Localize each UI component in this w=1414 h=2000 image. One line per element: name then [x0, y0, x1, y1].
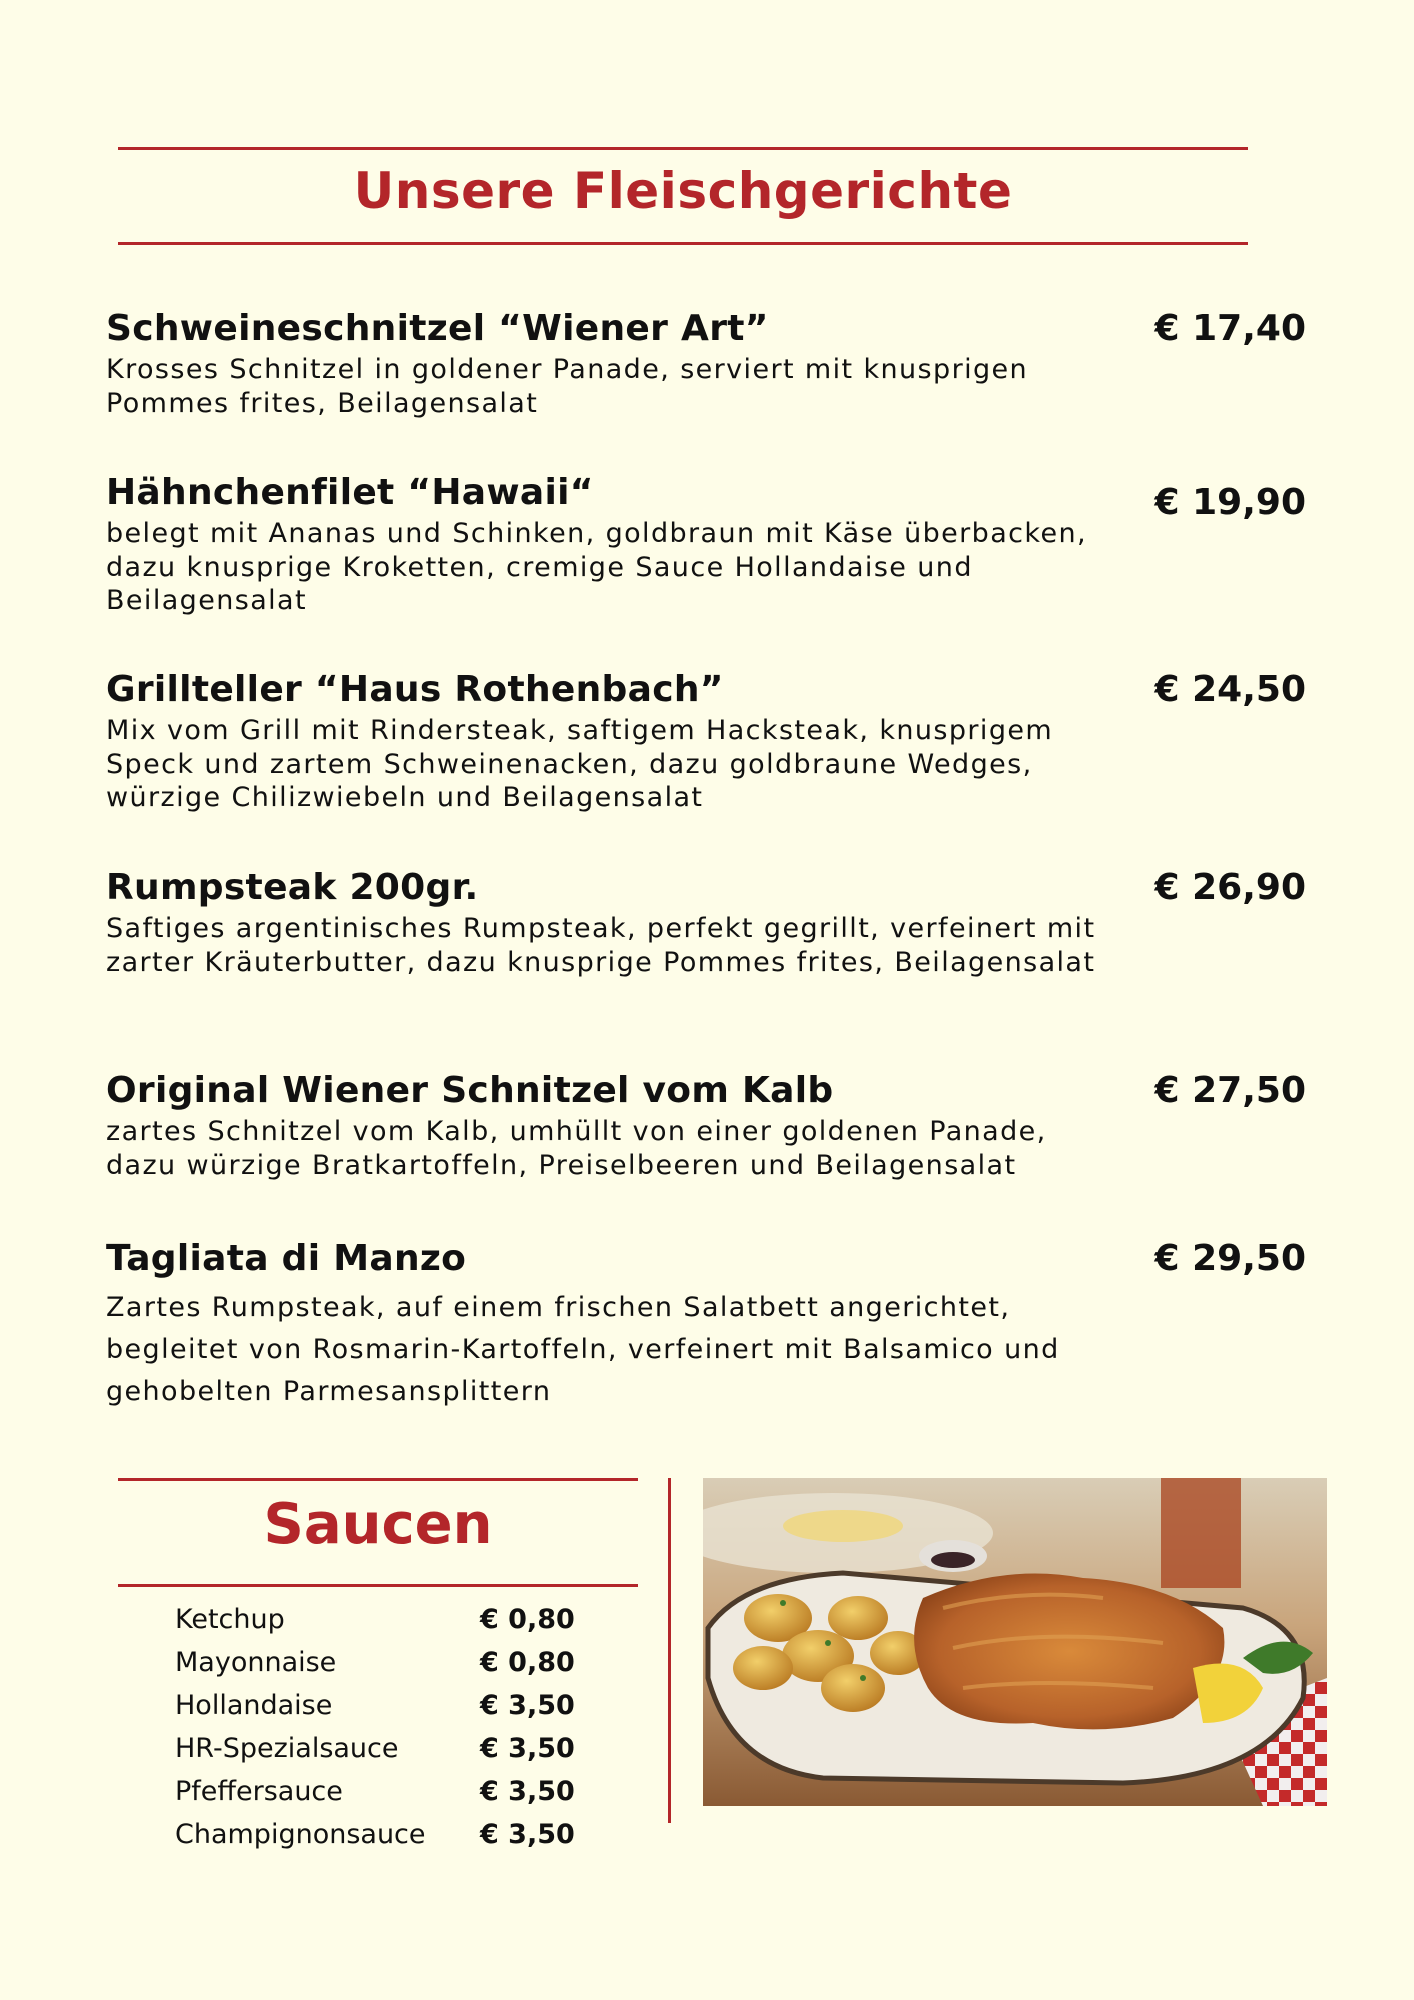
menu-item: [106, 307, 1306, 420]
sauce-price: € 0,80: [480, 1604, 575, 1635]
saucen-title: Saucen: [263, 1492, 493, 1557]
title-bottom-rule: [118, 242, 1248, 245]
sauce-price: € 3,50: [480, 1819, 575, 1850]
dish-name: Schweineschnitzel “Wiener Art”: [106, 308, 769, 349]
dish-description: zartes Schnitzel vom Kalb, umhüllt von einer goldenen Panade, dazu würzige Bratkartoffeln, Preiselbeeren und Beilagensalat: [106, 1116, 1047, 1181]
sauce-row: [175, 1770, 595, 1813]
sauce-price: € 3,50: [480, 1776, 575, 1807]
sauce-name: Hollandaise: [175, 1690, 333, 1721]
sauce-name: Mayonnaise: [175, 1647, 337, 1678]
sauce-list: [175, 1598, 595, 1856]
sauce-name: Champignonsauce: [175, 1819, 426, 1850]
sauce-row: [175, 1727, 595, 1770]
menu-item: [106, 1069, 1306, 1182]
sauce-price: € 3,50: [480, 1733, 575, 1764]
saucen-bottom-rule: [118, 1584, 638, 1587]
menu-item: [106, 1237, 1306, 1413]
dish-name: Grillteller “Haus Rothenbach”: [106, 669, 724, 710]
sauce-name: Pfeffersauce: [175, 1776, 343, 1807]
menu-item: [106, 471, 1306, 618]
sauce-row: [175, 1641, 595, 1684]
page-title: Unsere Fleischgerichte: [353, 162, 1013, 220]
sauce-name: HR-Spezialsauce: [175, 1733, 399, 1764]
dish-price: € 29,50: [1154, 1238, 1306, 1279]
dish-price: € 19,90: [1154, 482, 1306, 523]
sauce-price: € 3,50: [480, 1690, 575, 1721]
dish-price: € 17,40: [1154, 308, 1306, 349]
dish-name: Tagliata di Manzo: [106, 1238, 467, 1279]
dish-price: € 24,50: [1154, 669, 1306, 710]
section-divider: [668, 1478, 671, 1823]
dish-price: € 27,50: [1154, 1070, 1306, 1111]
sauce-row: [175, 1598, 595, 1641]
sauce-price: € 0,80: [480, 1647, 575, 1678]
dish-description: Zartes Rumpsteak, auf einem frischen Salatbett angerichtet, begleitet von Rosmarin-Kartoffeln, verfeinert mit Balsamico und gehobelten Parmesansplittern: [106, 1292, 1060, 1407]
schnitzel-plate-illustration: [703, 1478, 1327, 1806]
dish-description: belegt mit Ananas und Schinken, goldbraun mit Käse überbacken, dazu knusprige Kroketten, cremige Sauce Hollandaise und Beilagensalat: [106, 518, 1087, 616]
dish-description: Krosses Schnitzel in goldener Panade, serviert mit knusprigen Pommes frites, Beilagensalat: [106, 354, 1029, 419]
sauce-row: [175, 1813, 595, 1856]
dish-name: Hähnchenfilet “Hawaii“: [106, 472, 594, 513]
dish-price: € 26,90: [1154, 867, 1306, 908]
menu-item: [106, 866, 1306, 979]
dish-name: Original Wiener Schnitzel vom Kalb: [106, 1070, 834, 1111]
saucen-top-rule: [118, 1478, 638, 1481]
title-top-rule: [118, 147, 1248, 150]
menu-item: [106, 668, 1306, 815]
dish-description: Mix vom Grill mit Rindersteak, saftigem Hacksteak, knusprigem Speck und zartem Schweinenacken, dazu goldbraune Wedges, würzige Chilizwiebeln und Beilagensalat: [106, 715, 1054, 813]
dish-description: Saftiges argentinisches Rumpsteak, perfekt gegrillt, verfeinert mit zarter Kräuterbutter, dazu knusprige Pommes frites, Beilagensalat: [106, 913, 1096, 978]
schnitzel-photo: [703, 1478, 1327, 1806]
dish-name: Rumpsteak 200gr.: [106, 867, 479, 908]
sauce-name: Ketchup: [175, 1604, 285, 1635]
sauce-row: [175, 1684, 595, 1727]
